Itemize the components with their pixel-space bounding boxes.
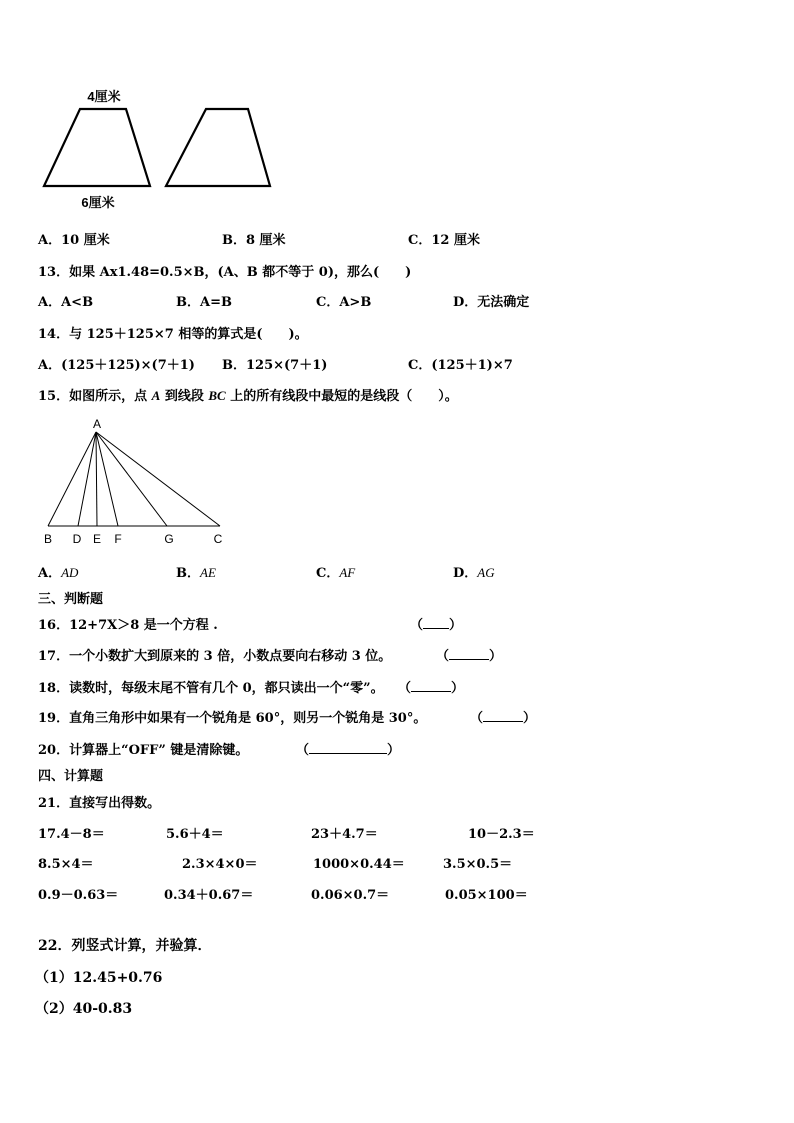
q15-option-c[interactable]: C．AF bbox=[316, 565, 356, 581]
q15-stem: 15．如图所示，点 A 到线段 BC 上的所有线段中最短的是线段（ ）。 bbox=[38, 388, 458, 404]
q14-option-a[interactable]: A．(125＋125)×(7＋1) bbox=[38, 358, 195, 373]
point-a-ref: A bbox=[151, 388, 161, 403]
q15-option-a[interactable]: A．AD bbox=[38, 565, 79, 581]
q15-option-b[interactable]: B．AE bbox=[176, 565, 216, 581]
vertex-a-label: A bbox=[92, 417, 102, 431]
q20-answer-blank[interactable]: （ ） bbox=[296, 743, 401, 758]
q12-option-b[interactable]: B．8 厘米 bbox=[222, 233, 286, 248]
section-3-title: 三、判断题 bbox=[38, 592, 104, 607]
q13-option-c[interactable]: C．A>B bbox=[316, 295, 372, 310]
calc-item: 0.06×0.7＝ bbox=[311, 888, 390, 903]
point-g-label: G bbox=[164, 532, 174, 546]
q14-option-c[interactable]: C．(125＋1)×7 bbox=[408, 358, 513, 373]
segment-bc-ref: BC bbox=[208, 388, 226, 403]
q14-option-b[interactable]: B．125×(7＋1) bbox=[222, 358, 328, 373]
q16-answer-blank[interactable]: （ ） bbox=[410, 618, 463, 633]
q13-stem: 13．如果 Ax1.48=0.5×B，(A、B 都不等于 0)，那么( ) bbox=[38, 265, 412, 280]
q22-item-1: （1）12.45+0.76 bbox=[35, 970, 163, 986]
unlabeled-trapezoid bbox=[166, 109, 270, 186]
segment-ad bbox=[78, 432, 96, 526]
q19-text: 19．直角三角形中如果有一个锐角是 60°，则另一个锐角是 30°。 bbox=[38, 711, 427, 726]
q22-stem: 22．列竖式计算，并验算． bbox=[38, 938, 212, 954]
point-c-label: C bbox=[213, 532, 223, 546]
q13-option-b[interactable]: B．A=B bbox=[176, 295, 232, 310]
q18-answer-blank[interactable]: （ ） bbox=[398, 681, 465, 696]
calc-item: 5.6＋4＝ bbox=[166, 827, 224, 842]
q18-text: 18．读数时，每级末尾不管有几个 0，都只读出一个“零”。 bbox=[38, 681, 384, 696]
calc-item: 10－2.3＝ bbox=[468, 827, 535, 842]
q17-answer-blank[interactable]: （ ） bbox=[436, 649, 503, 664]
point-b-label: B bbox=[43, 532, 53, 546]
calc-item: 17.4－8＝ bbox=[38, 827, 105, 842]
labeled-trapezoid bbox=[44, 109, 150, 186]
calc-item: 0.05×100＝ bbox=[445, 888, 528, 903]
point-d-label: D bbox=[72, 532, 82, 546]
calc-item: 0.34＋0.67＝ bbox=[164, 888, 254, 903]
q12-option-c[interactable]: C．12 厘米 bbox=[408, 233, 480, 248]
q14-stem: 14．与 125＋125×7 相等的算式是( )。 bbox=[38, 327, 308, 342]
q15-option-d[interactable]: D．AG bbox=[453, 565, 495, 581]
triangle-figure bbox=[36, 414, 236, 550]
q16-text: 16．12+7X＞8 是一个方程 . bbox=[38, 618, 218, 633]
segment-ab bbox=[48, 432, 96, 526]
q12-option-a[interactable]: A．10 厘米 bbox=[38, 233, 110, 248]
q20-text: 20．计算器上“OFF” 键是清除键。 bbox=[38, 743, 249, 758]
point-f-label: F bbox=[114, 532, 122, 546]
segment-ae bbox=[96, 432, 97, 526]
q13-option-d[interactable]: D．无法确定 bbox=[453, 295, 530, 310]
bottom-length-label: 6厘米 bbox=[81, 195, 115, 210]
q22-item-2: （2）40-0.83 bbox=[35, 1001, 133, 1017]
calc-item: 1000×0.44＝ bbox=[313, 857, 405, 872]
q21-stem: 21．直接写出得数。 bbox=[38, 796, 161, 811]
trapezoid-figure bbox=[30, 82, 290, 214]
top-length-label: 4厘米 bbox=[87, 89, 121, 104]
calc-item: 3.5×0.5＝ bbox=[443, 857, 513, 872]
point-e-label: E bbox=[92, 532, 102, 546]
calc-item: 0.9－0.63＝ bbox=[38, 888, 119, 903]
q17-text: 17．一个小数扩大到原来的 3 倍，小数点要向右移动 3 位。 bbox=[38, 649, 392, 664]
section-4-title: 四、计算题 bbox=[38, 769, 104, 784]
q19-answer-blank[interactable]: （ ） bbox=[470, 711, 537, 726]
calc-item: 2.3×4×0＝ bbox=[182, 857, 258, 872]
calc-item: 23＋4.7＝ bbox=[311, 827, 378, 842]
q13-option-a[interactable]: A．A<B bbox=[38, 295, 94, 310]
calc-item: 8.5×4＝ bbox=[38, 857, 94, 872]
